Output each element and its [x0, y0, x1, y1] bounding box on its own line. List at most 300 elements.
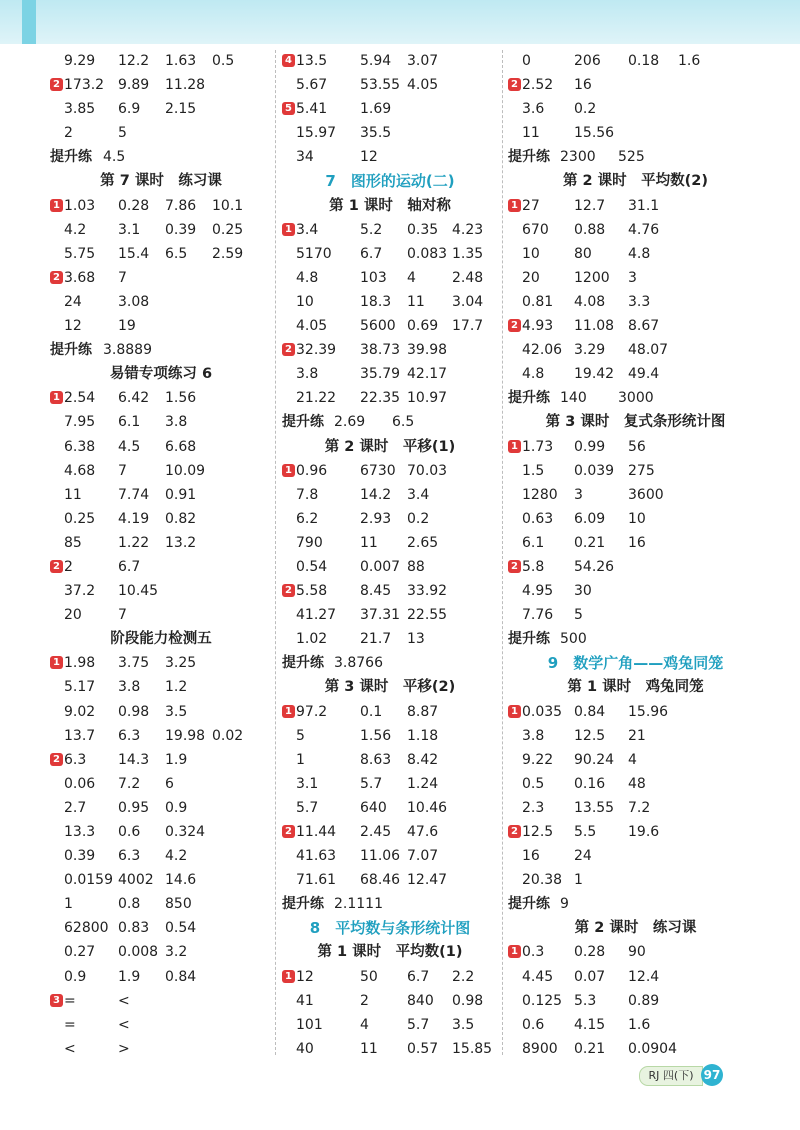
answer-value: 0.06: [64, 775, 96, 792]
column-divider: [275, 50, 276, 1055]
question-number-badge: 1: [50, 656, 63, 669]
answer-row: [50, 266, 272, 290]
extra-practice-label: 提升练: [508, 390, 550, 407]
answer-value: 525: [618, 149, 645, 166]
answer-value: 0.69: [407, 318, 439, 335]
answer-value: 6730: [360, 462, 396, 479]
answer-value: 2: [64, 558, 73, 575]
answer-value: 12.5: [574, 727, 606, 744]
answer-value: 22.35: [360, 390, 401, 407]
answer-value: 10.97: [407, 390, 448, 407]
answer-value: 5: [574, 607, 583, 624]
answer-value: 140: [560, 390, 587, 407]
answer-value: 4: [360, 1016, 369, 1033]
answer-value: 0.035: [522, 703, 563, 720]
answer-value: 5: [118, 125, 127, 142]
answer-value: 4.8: [628, 245, 651, 262]
answer-row: [508, 290, 763, 314]
answer-value: 3.04: [452, 293, 484, 310]
answer-value: 1.56: [360, 727, 392, 744]
answer-row: [508, 459, 763, 483]
extra-practice-label: 提升练: [282, 896, 324, 913]
answer-value: 0.27: [64, 944, 96, 961]
answer-value: 4.05: [407, 77, 439, 94]
answer-value: 0.6: [522, 1016, 545, 1033]
extra-practice-label: 提升练: [282, 414, 324, 431]
answer-value: 12: [64, 318, 82, 335]
answer-row: [282, 242, 498, 266]
answer-value: 14.2: [360, 486, 392, 503]
answer-value: 5600: [360, 318, 396, 335]
question-number-badge: 2: [282, 343, 295, 356]
answer-row: [282, 868, 498, 892]
answer-value: 0.54: [296, 558, 328, 575]
answer-value: 0.39: [64, 848, 96, 865]
question-number-badge: 5: [282, 102, 295, 115]
answer-value: 9.89: [118, 77, 150, 94]
answer-row: [50, 796, 272, 820]
extra-practice-label: 提升练: [50, 149, 92, 166]
answer-value: 0.91: [165, 486, 197, 503]
answer-value: 35.5: [360, 125, 392, 142]
question-number-badge: 2: [50, 753, 63, 766]
answer-value: 9.22: [522, 751, 554, 768]
answer-row: [50, 989, 272, 1013]
answer-value: 49.4: [628, 366, 660, 383]
answer-row: [282, 579, 498, 603]
answer-value: 13.7: [64, 727, 96, 744]
answer-row: [508, 531, 763, 555]
answer-value: 1: [574, 872, 583, 889]
answer-row: [50, 965, 272, 989]
answer-value: 0.02: [212, 727, 244, 744]
answer-value: 6.5: [392, 414, 415, 431]
answer-row: [50, 916, 272, 940]
answer-value: 2.2: [452, 968, 475, 985]
answer-row: [50, 603, 272, 627]
answer-row: [508, 483, 763, 507]
answer-row: [282, 218, 498, 242]
answer-value: 0.039: [574, 462, 615, 479]
question-number-badge: 1: [50, 391, 63, 404]
answer-value: 11.28: [165, 77, 206, 94]
answer-row: [50, 314, 272, 338]
lesson-heading: 第 2 课时 练习课: [574, 920, 697, 937]
answer-value: 16: [522, 848, 540, 865]
answer-value: 4.76: [628, 221, 660, 238]
answer-value: 39.98: [407, 342, 448, 359]
answer-row: [508, 507, 763, 531]
answer-value: 20.38: [522, 872, 563, 889]
answer-row: [282, 314, 498, 338]
answer-value: 20: [64, 607, 82, 624]
answer-row: [50, 97, 272, 121]
answer-value: 2.93: [360, 510, 392, 527]
answer-value: 2.3: [522, 799, 545, 816]
answer-value: 1.24: [407, 775, 439, 792]
answer-row: [282, 145, 498, 169]
answer-value: 3.1: [296, 775, 319, 792]
answer-value: 2.1111: [334, 896, 383, 913]
answer-column-3: [508, 49, 763, 1059]
answer-value: 19.98: [165, 727, 206, 744]
answer-value: 19.6: [628, 824, 660, 840]
answer-value: 37.31: [360, 607, 401, 624]
answer-value: 54.26: [574, 558, 615, 575]
answer-value: 12.47: [407, 872, 448, 889]
answer-row: [508, 49, 763, 73]
answer-value: 7.76: [522, 607, 554, 624]
question-number-badge: 1: [282, 970, 295, 983]
answer-row: [282, 121, 498, 145]
answer-value: 38.73: [360, 342, 401, 359]
answer-value: 10.45: [118, 583, 159, 600]
answer-row: [50, 386, 272, 410]
answer-value: 173.2: [64, 77, 105, 94]
answer-value: 4.45: [522, 968, 554, 985]
answer-value: 0.0904: [628, 1040, 677, 1057]
answer-value: 3.8766: [334, 655, 383, 672]
answer-row: [282, 266, 498, 290]
answer-value: 33.92: [407, 583, 448, 600]
answer-value: 2.7: [64, 799, 87, 816]
answer-value: 0.84: [165, 968, 197, 985]
answer-value: 8.63: [360, 751, 392, 768]
extra-practice-row: [282, 651, 498, 675]
question-number-badge: 3: [50, 994, 63, 1007]
answer-value: 1200: [574, 269, 610, 286]
answer-value: 20: [522, 269, 540, 286]
answer-row: [50, 940, 272, 964]
answer-value: 5.7: [407, 1016, 430, 1033]
answer-value: 3.07: [407, 53, 439, 69]
answer-value: 11: [522, 125, 540, 142]
answer-value: 5.5: [574, 824, 597, 840]
answer-row: [508, 579, 763, 603]
answer-value: 5.3: [574, 992, 597, 1009]
answer-value: 14.6: [165, 872, 197, 889]
answer-value: 6.3: [64, 751, 87, 768]
answer-row: [282, 338, 498, 362]
answer-value: <: [64, 1040, 76, 1057]
answer-value: >: [118, 1040, 130, 1057]
answer-row: [50, 459, 272, 483]
answer-value: 0.84: [574, 703, 606, 720]
answer-value: 0.39: [165, 221, 197, 238]
answer-value: 2.45: [360, 824, 392, 840]
answer-row: [282, 820, 498, 844]
answer-value: 11: [360, 534, 378, 551]
answer-row: [282, 1013, 498, 1037]
lesson-heading: 第 1 课时 轴对称: [329, 197, 451, 214]
answer-value: 8.42: [407, 751, 439, 768]
answer-row: [282, 531, 498, 555]
answer-value: 8.87: [407, 703, 439, 720]
answer-value: 1280: [522, 486, 558, 503]
answer-row: [50, 700, 272, 724]
extra-practice-row: [508, 892, 763, 916]
extra-practice-row: [508, 145, 763, 169]
answer-row: [508, 603, 763, 627]
question-number-badge: 4: [282, 54, 295, 67]
answer-value: 1.6: [628, 1016, 651, 1033]
answer-value: 4.19: [118, 510, 150, 527]
answer-row: [50, 1037, 272, 1061]
answer-row: [50, 748, 272, 772]
extra-practice-row: [282, 892, 498, 916]
extra-practice-label: 提升练: [508, 896, 550, 913]
answer-value: 4.2: [165, 848, 188, 865]
answer-value: 8.67: [628, 318, 660, 335]
answer-row: [508, 748, 763, 772]
lesson-heading: 第 1 课时 平均数(1): [317, 944, 463, 961]
answer-value: 6.1: [118, 414, 141, 431]
answer-value: 6.3: [118, 727, 141, 744]
answer-row: [50, 844, 272, 868]
answer-value: 53.55: [360, 77, 401, 94]
answer-value: 0.5: [522, 775, 545, 792]
answer-value: 5.17: [64, 679, 96, 696]
question-number-badge: 2: [508, 560, 521, 573]
answer-row: [508, 724, 763, 748]
answer-value: 80: [574, 245, 592, 262]
answer-value: 71.61: [296, 872, 337, 889]
lesson-heading: 第 2 课时 平移(1): [324, 438, 456, 455]
answer-row: [282, 362, 498, 386]
answer-value: 5.8: [522, 558, 545, 575]
answer-row: [50, 651, 272, 675]
answer-row: [50, 531, 272, 555]
answer-value: 90.24: [574, 751, 615, 768]
chapter-title: 7 图形的运动(二): [325, 172, 455, 191]
answer-value: 6.5: [165, 245, 188, 262]
answer-value: 3.4: [296, 221, 319, 238]
answer-value: 2.15: [165, 101, 197, 118]
answer-row: [282, 700, 498, 724]
answer-row: [508, 796, 763, 820]
answer-value: 2.69: [334, 414, 366, 431]
answer-value: 1: [296, 751, 305, 768]
answer-value: 31.1: [628, 197, 660, 214]
answer-value: 11: [407, 293, 425, 310]
answer-value: 4.05: [296, 318, 328, 335]
answer-value: 4.93: [522, 318, 554, 335]
answer-value: <: [118, 1016, 130, 1033]
answer-value: 11.08: [574, 318, 615, 335]
answer-value: 15.56: [574, 125, 615, 142]
answer-value: 3.8: [165, 414, 188, 431]
answer-value: 4: [407, 269, 416, 286]
answer-value: 1.5: [522, 462, 545, 479]
answer-value: 3: [574, 486, 583, 503]
answer-value: 206: [574, 53, 601, 69]
answer-value: 10: [628, 510, 646, 527]
answer-value: 0.18: [628, 53, 660, 69]
answer-value: 0.98: [452, 992, 484, 1009]
answer-value: 24: [574, 848, 592, 865]
extra-practice-row: [508, 627, 763, 651]
answer-value: 10.1: [212, 197, 244, 214]
answer-value: 3.75: [118, 655, 150, 672]
answer-row: [50, 772, 272, 796]
answer-value: 0.125: [522, 992, 563, 1009]
answer-value: 101: [296, 1016, 323, 1033]
answer-value: 32.39: [296, 342, 337, 359]
answer-value: 6.3: [118, 848, 141, 865]
answer-row: [50, 820, 272, 844]
question-number-badge: 1: [508, 199, 521, 212]
answer-value: <: [118, 992, 130, 1009]
lesson-heading: 第 1 课时 鸡兔同笼: [567, 679, 704, 696]
answer-value: 19.42: [574, 366, 615, 383]
extra-practice-label: 提升练: [508, 149, 550, 166]
answer-value: 1.2: [165, 679, 188, 696]
answer-value: 0.1: [360, 703, 383, 720]
answer-value: 1.63: [165, 53, 197, 69]
answer-row: [50, 483, 272, 507]
answer-row: [282, 844, 498, 868]
answer-row: [282, 49, 498, 73]
answer-row: [508, 266, 763, 290]
answer-row: [282, 603, 498, 627]
answer-value: 4.68: [64, 462, 96, 479]
answer-value: 5.58: [296, 583, 328, 600]
answer-value: 3.8: [296, 366, 319, 383]
answer-value: 2.54: [64, 390, 96, 407]
answer-row: [508, 218, 763, 242]
answer-row: [50, 868, 272, 892]
answer-value: 0.2: [574, 101, 597, 118]
answer-value: 6.9: [118, 101, 141, 118]
answer-row: [50, 194, 272, 218]
answer-value: 0.5: [212, 53, 235, 69]
lesson-heading: 第 2 课时 平均数(2): [562, 173, 709, 190]
answer-value: 0.99: [574, 438, 606, 455]
answer-value: 5.94: [360, 53, 392, 69]
lesson-heading: 易错专项练习 6: [109, 366, 213, 383]
answer-value: 10: [522, 245, 540, 262]
answer-row: [508, 1013, 763, 1037]
answer-value: 1.35: [452, 245, 484, 262]
answer-value: 10.09: [165, 462, 206, 479]
answer-row: [50, 579, 272, 603]
answer-value: 5170: [296, 245, 332, 262]
question-number-badge: 1: [282, 464, 295, 477]
answer-value: 8.45: [360, 583, 392, 600]
answer-value: 1.56: [165, 390, 197, 407]
answer-value: 0.16: [574, 775, 606, 792]
extra-practice-label: 提升练: [282, 655, 324, 672]
answer-value: 0.21: [574, 1040, 606, 1057]
answer-value: 17.7: [452, 318, 484, 335]
answer-value: 50: [360, 968, 378, 985]
answer-value: 6: [165, 775, 174, 792]
answer-value: 7.2: [628, 799, 651, 816]
answer-value: 13: [407, 631, 425, 648]
answer-value: 0.98: [118, 703, 150, 720]
answer-value: 9.29: [64, 53, 96, 69]
answer-value: 0.0159: [64, 872, 113, 889]
answer-row: [508, 1037, 763, 1061]
answer-value: 670: [522, 221, 549, 238]
answer-row: [50, 555, 272, 579]
answer-value: 1.03: [64, 197, 96, 214]
question-number-badge: 2: [508, 825, 521, 838]
answer-value: 4.5: [103, 149, 126, 166]
answer-value: 7: [118, 269, 127, 286]
answer-value: 0.54: [165, 920, 197, 937]
answer-row: [508, 362, 763, 386]
answer-value: 15.96: [628, 703, 669, 720]
answer-row: [282, 97, 498, 121]
answer-value: 7.95: [64, 414, 96, 431]
question-number-badge: 1: [508, 705, 521, 718]
answer-value: 85: [64, 534, 82, 551]
answer-value: 3.68: [64, 269, 96, 286]
answer-value: 6.42: [118, 390, 150, 407]
answer-value: 13.3: [64, 824, 96, 840]
answer-value: 3.4: [407, 486, 430, 503]
answer-value: 3.8: [522, 727, 545, 744]
answer-value: 12: [360, 149, 378, 166]
answer-column-2: [282, 49, 498, 1059]
answer-value: =: [64, 1016, 76, 1033]
answer-value: 0.9: [165, 799, 188, 816]
answer-value: 48: [628, 775, 646, 792]
answer-value: 3.5: [165, 703, 188, 720]
answer-value: 7.8: [296, 486, 319, 503]
answer-value: 0.324: [165, 824, 206, 840]
answer-row: [282, 724, 498, 748]
answer-value: 0.008: [118, 944, 159, 961]
extra-practice-row: [50, 338, 272, 362]
answer-row: [508, 338, 763, 362]
answer-value: 41.27: [296, 607, 337, 624]
answer-value: 0.35: [407, 221, 439, 238]
column-divider: [502, 50, 503, 1055]
answer-row: [508, 121, 763, 145]
answer-value: 30: [574, 583, 592, 600]
extra-practice-label: 提升练: [508, 631, 550, 648]
answer-value: 18.3: [360, 293, 392, 310]
answer-row: [508, 940, 763, 964]
answer-value: 0.3: [522, 944, 545, 961]
question-number-badge: 2: [508, 78, 521, 91]
answer-value: 5.75: [64, 245, 96, 262]
answer-value: 0.83: [118, 920, 150, 937]
answer-value: 1.22: [118, 534, 150, 551]
answer-value: 2.52: [522, 77, 554, 94]
answer-value: 3.29: [574, 342, 606, 359]
answer-value: 12.2: [118, 53, 150, 69]
answer-row: [282, 483, 498, 507]
answer-value: 0.07: [574, 968, 606, 985]
answer-value: 3.8: [118, 679, 141, 696]
answer-value: 8900: [522, 1040, 558, 1057]
question-number-badge: 1: [282, 223, 295, 236]
answer-row: [50, 73, 272, 97]
answer-value: 103: [360, 269, 387, 286]
extra-practice-row: [508, 386, 763, 410]
answer-value: 16: [574, 77, 592, 94]
answer-value: 4.8: [296, 269, 319, 286]
answer-value: 5.7: [360, 775, 383, 792]
answer-row: [508, 73, 763, 97]
answer-row: [50, 724, 272, 748]
edition-tag: RJ 四(下): [639, 1066, 703, 1086]
answer-value: 6.7: [360, 245, 383, 262]
answer-value: 4.23: [452, 221, 484, 238]
